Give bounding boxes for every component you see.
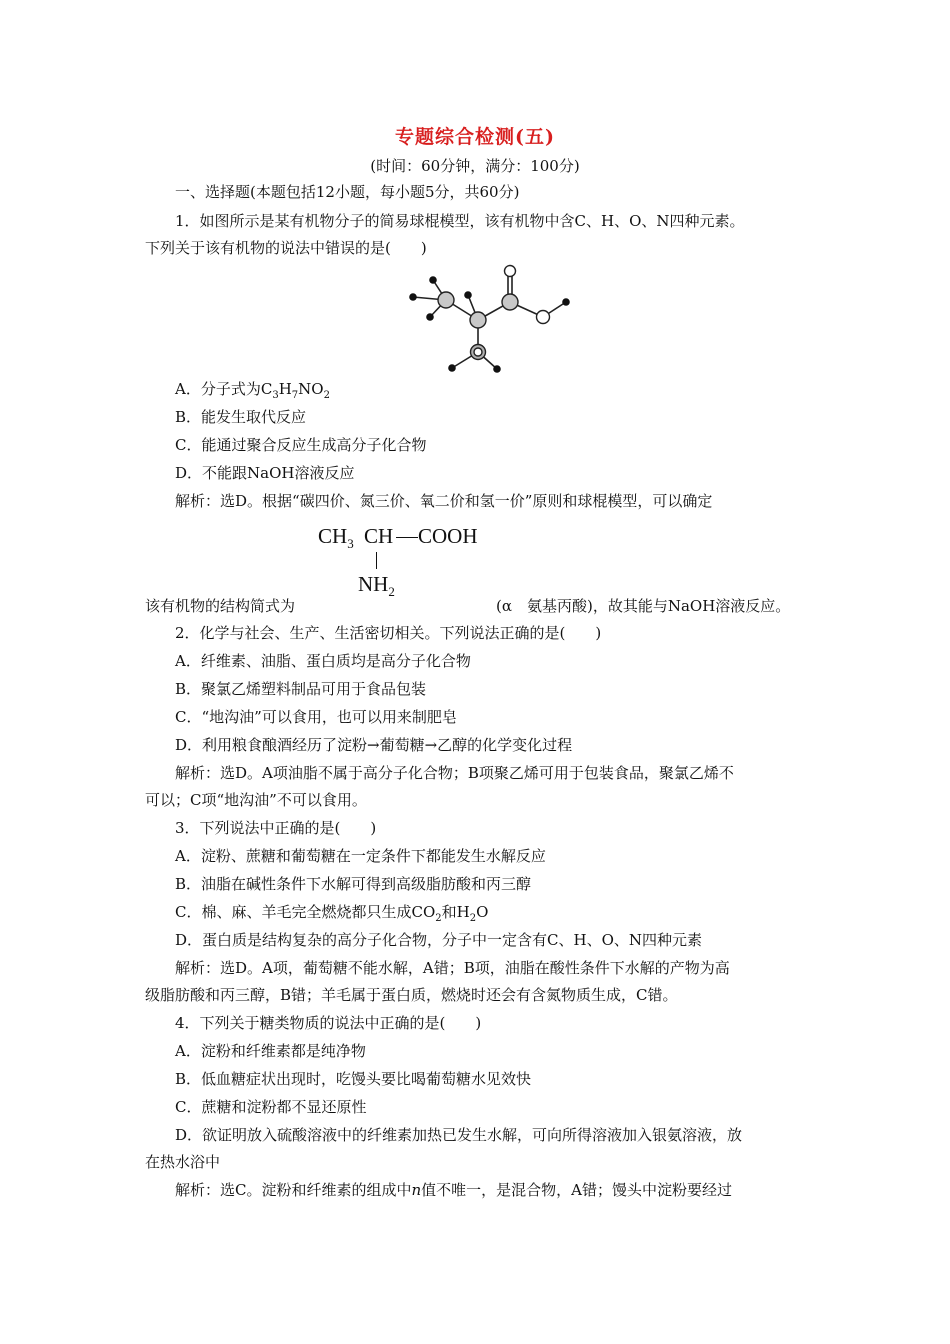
- q2-analysis-line1: 解析：选D。A项油脂不属于高分子化合物；B项聚乙烯可用于包装食品，聚氯乙烯不: [175, 764, 734, 782]
- q1-stem-line2: 下列关于该有机物的说法中错误的是( ): [145, 239, 427, 257]
- ball-and-stick-model: [400, 262, 585, 377]
- q4-option-d-line2: 在热水浴中: [145, 1153, 221, 1171]
- q4-option-d-line1: D．欲证明放入硫酸溶液中的纤维素加热已发生水解，可向所得溶液加入银氨溶液，放: [175, 1126, 743, 1144]
- q2-option-a: A．纤维素、油脂、蛋白质均是高分子化合物: [175, 652, 471, 670]
- q4-option-c: C．蔗糖和淀粉都不显还原性: [175, 1098, 367, 1116]
- q1-analysis-line1: 解析：选D。根据“碳四价、氮三价、氧二价和氢一价”原则和球棍模型，可以确定: [175, 492, 713, 510]
- q1-stem-line1: 1．如图所示是某有机物分子的简易球棍模型，该有机物中含C、H、O、N四种元素。: [175, 212, 745, 230]
- q3-analysis-line1: 解析：选D。A项，葡萄糖不能水解，A错；B项，油脂在酸性条件下水解的产物为高: [175, 959, 730, 977]
- q2-analysis-line2: 可以；C项“地沟油”不可以食用。: [145, 791, 367, 809]
- q1-analysis-line2-right: (α 氨基丙酸)，故其能与NaOH溶液反应。: [496, 597, 791, 615]
- q1-option-a: A．分子式为$C_3H_7NO_2$: [175, 380, 330, 401]
- page-title: 专题综合检测(五): [395, 126, 555, 148]
- q2-option-b: B．聚氯乙烯塑料制品可用于食品包装: [175, 680, 427, 698]
- q3-option-b: B．油脂在碱性条件下水解可得到高级脂肪酸和丙三醇: [175, 875, 532, 893]
- q4-stem: 4．下列关于糖类物质的说法中正确的是( ): [175, 1014, 482, 1032]
- q3-option-a: A．淀粉、蔗糖和葡萄糖在一定条件下都能发生水解反应: [175, 847, 546, 865]
- q3-stem: 3．下列说法中正确的是( ): [175, 819, 377, 837]
- q1-option-c: C．能通过聚合反应生成高分子化合物: [175, 436, 427, 454]
- q4-analysis-line1: 解析：选C。淀粉和纤维素的组成中n值不唯一，是混合物，A错；馒头中淀粉要经过: [175, 1181, 732, 1199]
- q2-option-c: C．“地沟油”可以食用，也可以用来制肥皂: [175, 708, 457, 726]
- q2-stem: 2．化学与社会、生产、生活密切相关。下列说法正确的是( ): [175, 624, 602, 642]
- q4-option-a: A．淀粉和纤维素都是纯净物: [175, 1042, 366, 1060]
- section-heading: 一、选择题(本题包括12小题，每小题5分，共60分): [175, 183, 520, 201]
- q1-option-b: B．能发生取代反应: [175, 408, 307, 426]
- q1-analysis-line2-left: 该有机物的结构简式为: [145, 597, 296, 615]
- q3-option-d: D．蛋白质是结构复杂的高分子化合物，分子中一定含有C、H、O、N四种元素: [175, 931, 703, 949]
- q1-option-d: D．不能跟NaOH溶液反应: [175, 464, 355, 482]
- structural-formula: $CH_3$ CH COOH $NH_2$: [318, 524, 478, 600]
- exam-info: (时间：60分钟，满分：100分): [370, 157, 580, 175]
- q3-option-c: C．棉、麻、羊毛完全燃烧都只生成$CO_2$和$H_2O$: [175, 903, 489, 924]
- q2-option-d: D．利用粮食酿酒经历了淀粉→葡萄糖→乙醇的化学变化过程: [175, 736, 573, 754]
- q3-analysis-line2: 级脂肪酸和丙三醇，B错；羊毛属于蛋白质，燃烧时还会有含氮物质生成，C错。: [145, 986, 678, 1004]
- q4-option-b: B．低血糖症状出现时，吃馒头要比喝葡萄糖水见效快: [175, 1070, 532, 1088]
